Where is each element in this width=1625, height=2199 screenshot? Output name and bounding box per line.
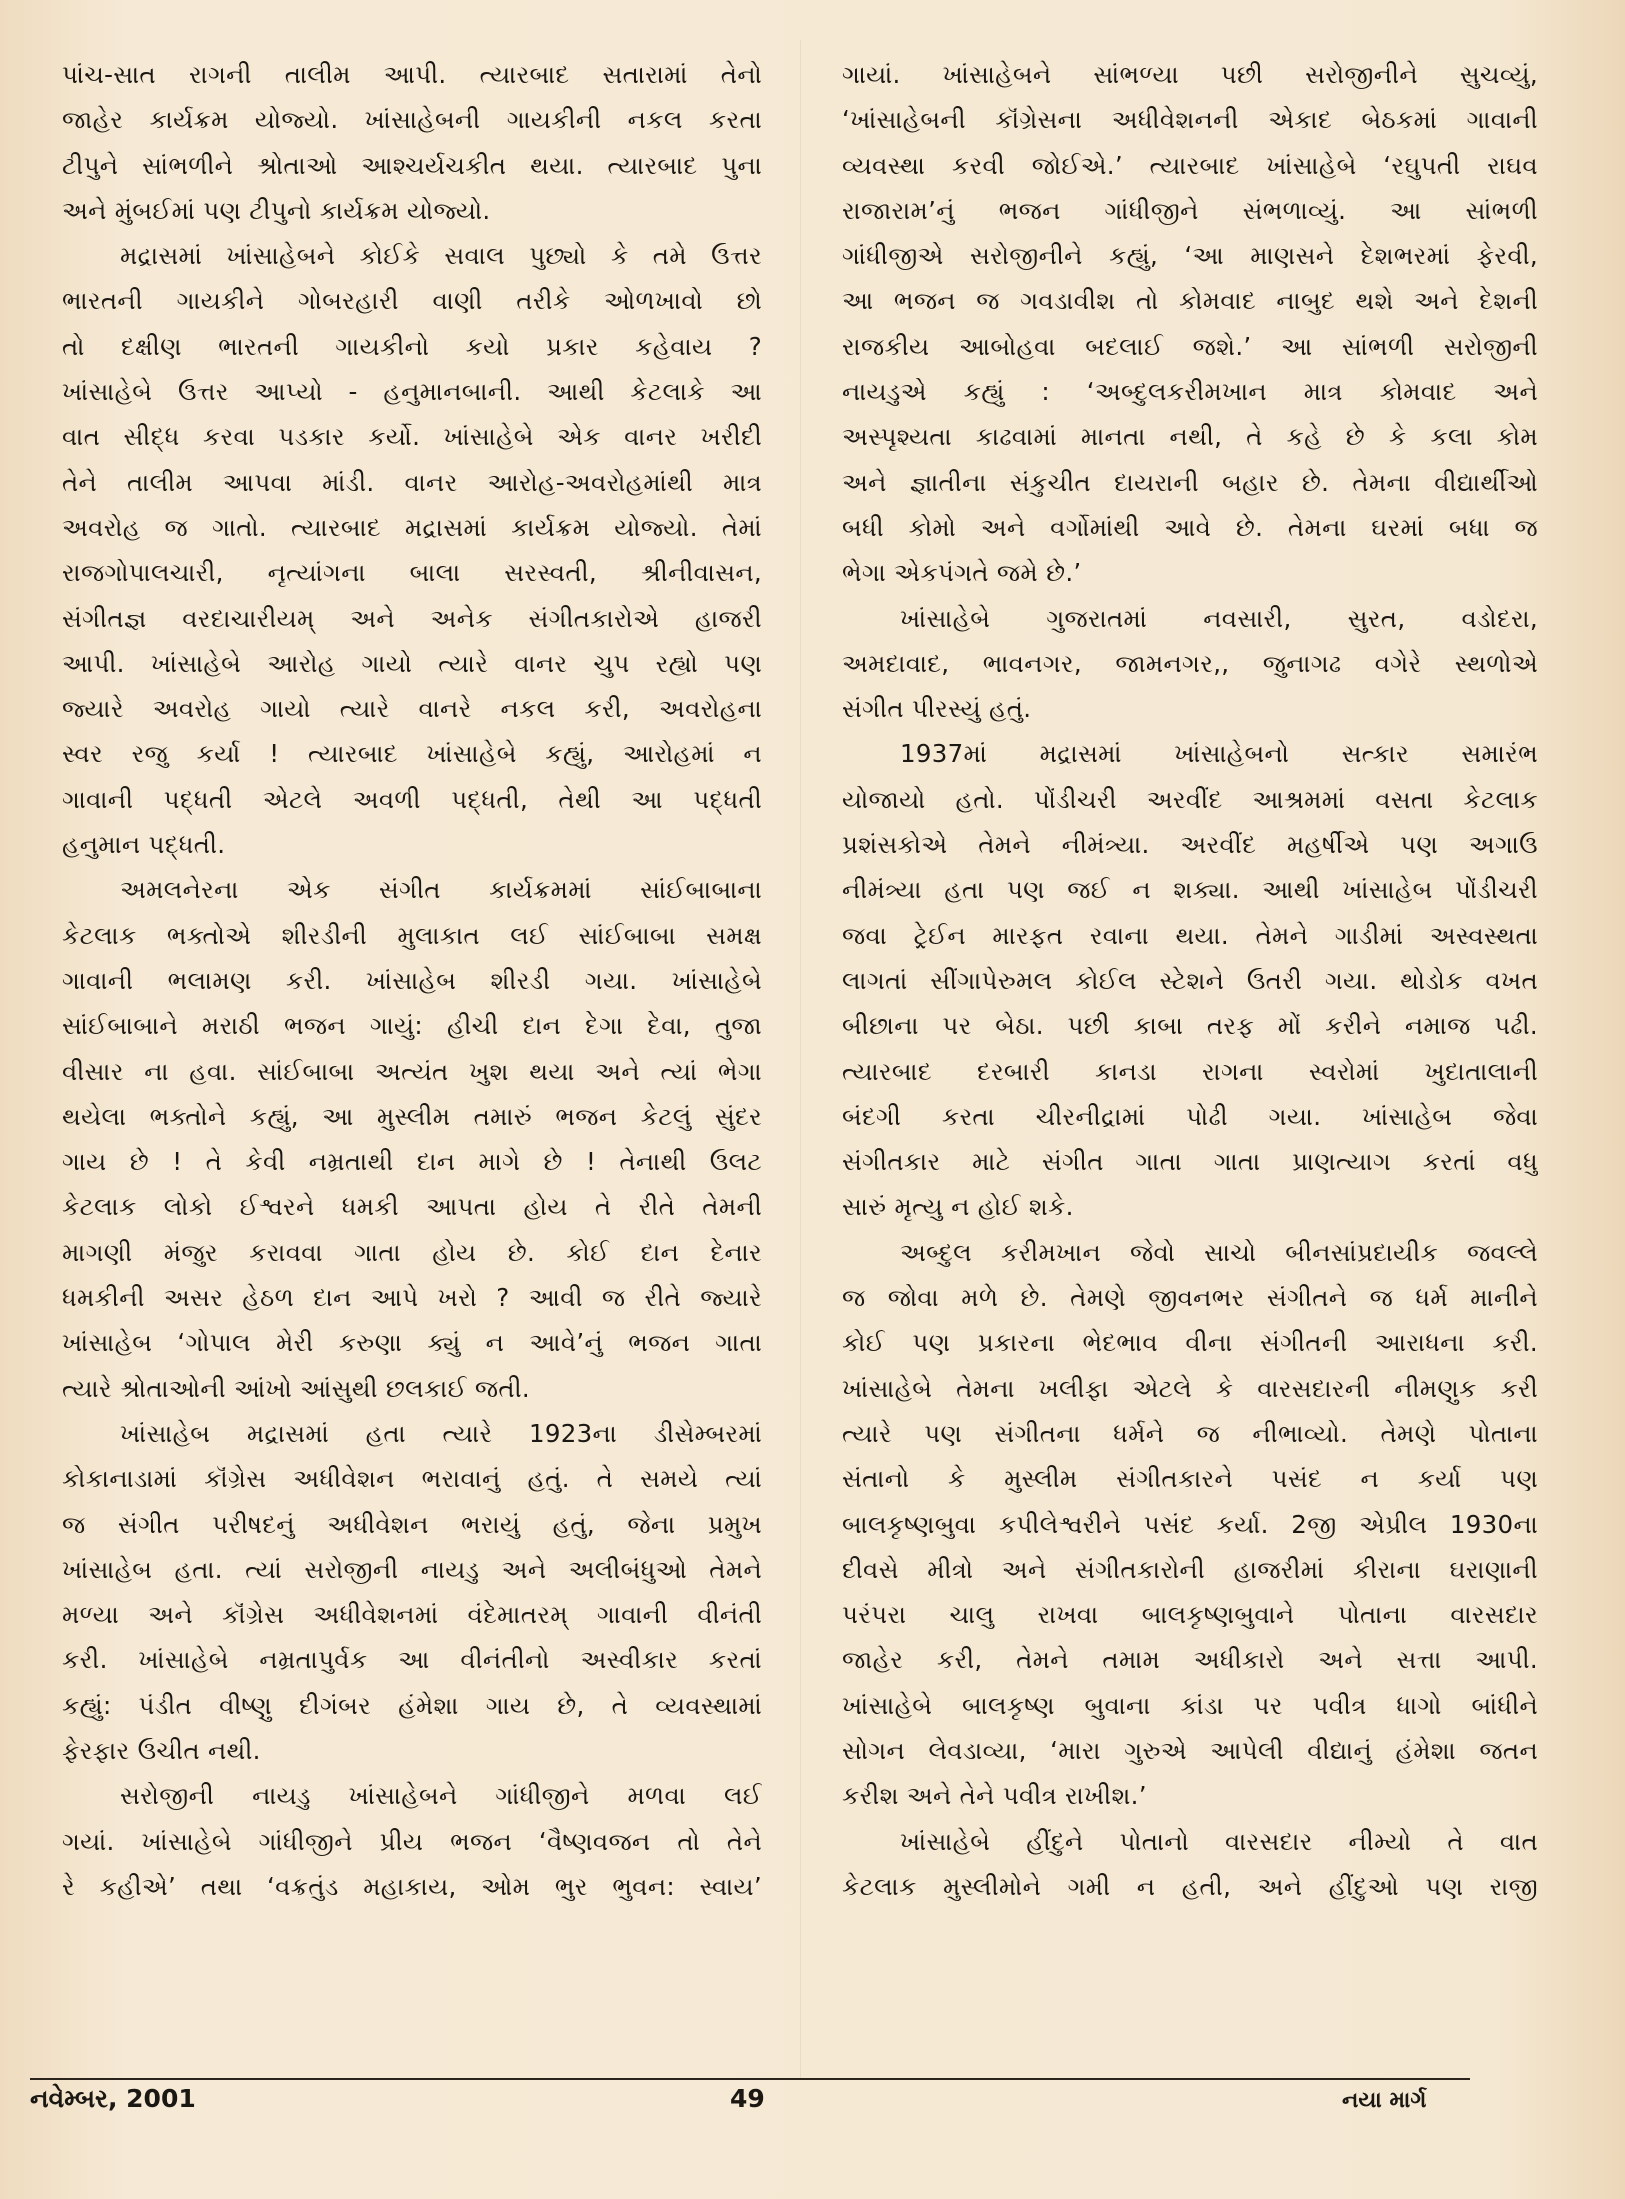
text-line: ટીપુને સાંભળીને શ્રોતાઓ આશ્ચર્યચકીત થયા. ત્યારબાદ પુના: [62, 150, 762, 180]
text-line: અમલનેરના એક સંગીત કાર્યક્રમમાં સાંઈબાબાના: [120, 875, 762, 905]
text-line: ત્યારે શ્રોતાઓની આંખો આંસુથી છલકાઈ જતી.: [62, 1373, 530, 1403]
text-line: કોકાનાડામાં કૉંગ્રેસ અધીવેશન ભરાવાનું હતું. તે સમયે ત્યાં: [62, 1464, 762, 1494]
text-line: સ્વર રજુ કર્યા ! ત્યારબાદ ખાંસાહેબે કહ્યું, આરોહમાં ન: [62, 739, 762, 769]
text-line: ધમકીની અસર હેઠળ દાન આપે ખરો ? આવી જ રીતે જ્યારે: [62, 1283, 762, 1313]
text-line: કરી. ખાંસાહેબે નમ્રતાપુર્વક આ વીનંતીનો અસ્વીકાર કરતાં: [62, 1645, 762, 1675]
text-line: તો દક્ષીણ ભારતની ગાયકીનો કયો પ્રકાર કહેવાય ?: [62, 331, 762, 361]
text-line: દીવસે મીત્રો અને સંગીતકારોની હાજરીમાં કીરાના ઘરાણાની: [842, 1554, 1538, 1584]
text-line: રાજગોપાલચારી, નૃત્યાંગના બાલા સરસ્વતી, શ્રીનીવાસન,: [62, 558, 762, 588]
text-line: ભેગા એકપંગતે જમે છે.’: [842, 558, 1082, 588]
text-line: ‘ખાંસાહેબની કૉંગ્રેસના અધીવેશનની એકાદ બેઠકમાં ગાવાની: [842, 105, 1538, 135]
text-line: ખાંસાહેબે હીંદુને પોતાનો વારસદાર નીમ્યો તે વાત: [900, 1826, 1538, 1856]
text-line: બીછાના પર બેઠા. પછી કાબા તરફ મોં કરીને નમાજ પઢી.: [842, 1011, 1538, 1041]
text-line: સારું મૃત્યુ ન હોઈ શકે.: [842, 1192, 1074, 1222]
text-line: ગાંધીજીએ સરોજીનીને કહ્યું, ‘આ માણસને દેશભરમાં ફેરવી,: [842, 241, 1538, 271]
text-line: ત્યારબાદ દરબારી કાનડા રાગના સ્વરોમાં ખુદાતાલાની: [842, 1056, 1538, 1086]
text-line: ખાંસાહેબે તેમના ખલીફા એટલે કે વારસદારની નીમણુક કરી: [842, 1373, 1538, 1403]
text-line: પાંચ-સાત રાગની તાલીમ આપી. ત્યારબાદ સતારામાં તેનો: [62, 60, 762, 89]
text-line: જાહેર કરી, તેમને તમામ અધીકારો અને સત્તા આપી.: [842, 1645, 1538, 1675]
right-column: [842, 52, 1538, 1909]
text-line: કોઈ પણ પ્રકારના ભેદભાવ વીના સંગીતની આરાધના કરી.: [842, 1328, 1538, 1358]
text-line: કેટલાક ભક્તોએ શીરડીની મુલાકાત લઈ સાંઈબાબા સમક્ષ: [62, 920, 762, 950]
text-line: સંગીતકાર માટે સંગીત ગાતા ગાતા પ્રાણત્યાગ કરતાં વધુ: [842, 1147, 1538, 1177]
footer-rule: [30, 2078, 1470, 2080]
text-line: કેટલાક મુસ્લીમોને ગમી ન હતી, અને હીંદુઓ પણ રાજી: [842, 1871, 1538, 1901]
text-line: કેટલાક લોકો ઈશ્વરને ધમકી આપતા હોય તે રીતે તેમની: [62, 1192, 762, 1222]
text-line: ભારતની ગાયકીને ગોબરહારી વાણી તરીકે ઓળખાવો છો: [62, 286, 762, 316]
text-line: ખાંસાહેબ ‘ગોપાલ મેરી કરુણા ક્યું ન આવે’નું ભજન ગાતા: [62, 1328, 762, 1358]
text-line: પ્રશંસકોએ તેમને નીમંત્ર્યા. અરવીંદ મહર્ષીએ પણ અગાઉ: [842, 830, 1538, 860]
text-line: ખાંસાહેબે ઉત્તર આપ્યો - હનુમાનબાની. આથી કેટલાકે આ: [62, 377, 762, 407]
text-line: બધી કોમો અને વર્ગોમાંથી આવે છે. તેમના ઘરમાં બધા જ: [842, 512, 1538, 542]
text-line: ફેરફાર ઉચીત નથી.: [62, 1735, 261, 1765]
text-line: ખાંસાહેબ હતા. ત્યાં સરોજીની નાયડુ અને અલીબંધુઓ તેમને: [62, 1554, 762, 1584]
text-line: આપી. ખાંસાહેબે આરોહ ગાયો ત્યારે વાનર ચુપ રહ્યો પણ: [62, 648, 762, 678]
text-line: મળ્યા અને કૉંગ્રેસ અધીવેશનમાં વંદેમાતરમ્ ગાવાની વીનંતી: [62, 1600, 762, 1630]
text-line: હનુમાન પદ્ધતી.: [62, 830, 226, 860]
text-line: ખાંસાહેબે બાલકૃષ્ણ બુવાના કાંડા પર પવીત્ર ધાગો બાંધીને: [842, 1690, 1538, 1720]
text-line: જાહેર કાર્યક્રમ યોજ્યો. ખાંસાહેબની ગાયકીની નકલ કરતા: [62, 105, 762, 135]
magazine-title: નયા માર્ગ: [1342, 2088, 1427, 2113]
text-line: વ્યવસ્થા કરવી જોઈએ.’ ત્યારબાદ ખાંસાહેબે ‘રઘુપતી રાઘવ: [842, 150, 1538, 180]
text-line: આ ભજન જ ગવડાવીશ તો કોમવાદ નાબુદ થશે અને દેશની: [842, 286, 1538, 316]
text-line: ગાયાં. ખાંસાહેબને સાંભળ્યા પછી સરોજીનીને સુચવ્યું,: [842, 60, 1538, 89]
text-line: રાજારામ’નું ભજન ગાંધીજીને સંભળાવ્યું. આ સાંભળી: [842, 195, 1538, 225]
text-line: સોગન લેવડાવ્યા, ‘મારા ગુરુએ આપેલી વીદ્યાનું હંમેશા જતન: [842, 1735, 1538, 1765]
text-line: અને જ્ઞાતીના સંકુચીત દાયરાની બહાર છે. તેમના વીદ્યાર્થીઓ: [842, 467, 1538, 497]
column-gutter: [800, 40, 801, 2080]
text-line: ગયાં. ખાંસાહેબે ગાંધીજીને પ્રીય ભજન ‘વૈષ્ણવજન તો તેને: [62, 1826, 762, 1856]
text-line: સંતાનો કે મુસ્લીમ સંગીતકારને પસંદ ન કર્યા પણ: [842, 1464, 1538, 1494]
text-line: જ્યારે અવરોહ ગાયો ત્યારે વાનરે નકલ કરી, અવરોહના: [62, 694, 762, 724]
text-line: રાજકીય આબોહવા બદલાઈ જશે.’ આ સાંભળી સરોજીની: [842, 331, 1538, 361]
page-number: 49: [730, 2084, 765, 2113]
text-line: બંદગી કરતા ચીરનીદ્રામાં પોઢી ગયા. ખાંસાહેબ જેવા: [842, 1101, 1538, 1131]
footer-date: નવેમ્બર, 2001: [30, 2084, 196, 2113]
text-line: ગાય છે ! તે કેવી નમ્રતાથી દાન માગે છે ! તેનાથી ઉલટ: [62, 1147, 762, 1177]
text-line: સંગીત પીરસ્યું હતું.: [842, 694, 1032, 724]
text-line: અમદાવાદ, ભાવનગર, જામનગર,, જુનાગઢ વગેરે સ્થળોએ: [842, 648, 1538, 678]
text-line: માગણી મંજુર કરાવવા ગાતા હોય છે. કોઈ દાન દેનાર: [62, 1237, 762, 1267]
text-line: નાયડુએ કહ્યું : ‘અબ્દુલકરીમખાન માત્ર કોમવાદ અને: [842, 377, 1538, 407]
text-line: સંગીતજ્ઞ વરદાચારીયમ્ અને અનેક સંગીતકારોએ હાજરી: [62, 603, 762, 633]
left-column: [62, 52, 762, 1909]
text-line: અવરોહ જ ગાતો. ત્યારબાદ મદ્રાસમાં કાર્યક્રમ યોજ્યો. તેમાં: [62, 512, 762, 542]
text-line: યોજાયો હતો. પોંડીચરી અરવીંદ આશ્રમમાં વસતા કેટલાક: [842, 784, 1538, 814]
text-line: નીમંત્ર્યા હતા પણ જઈ ન શક્યા. આથી ખાંસાહેબ પોંડીચરી: [842, 875, 1538, 905]
text-line: વાત સીદ્ધ કરવા પડકાર કર્યો. ખાંસાહેબે એક વાનર ખરીદી: [62, 422, 762, 452]
text-line: જ જોવા મળે છે. તેમણે જીવનભર સંગીતને જ ધર્મ માનીને: [842, 1283, 1538, 1313]
text-line: અસ્પૃશ્યતા કાઢવામાં માનતા નથી, તે કહે છે કે કલા કોમ: [842, 422, 1538, 452]
text-line: ગાવાની ભલામણ કરી. ખાંસાહેબ શીરડી ગયા. ખાંસાહેબે: [62, 965, 762, 995]
text-line: ત્યારે પણ સંગીતના ધર્મને જ નીભાવ્યો. તેમણે પોતાના: [842, 1418, 1538, 1448]
text-line: કહ્યું: પંડીત વીષ્ણુ દીગંબર હંમેશા ગાય છે, તે વ્યવસ્થામાં: [62, 1690, 762, 1720]
text-line: તેને તાલીમ આપવા માંડી. વાનર આરોહ-અવરોહમાંથી માત્ર: [62, 467, 762, 497]
text-line: કરીશ અને તેને પવીત્ર રાખીશ.’: [842, 1781, 1147, 1811]
text-line: બાલકૃષ્ણબુવા કપીલેશ્વરીને પસંદ કર્યા. 2જી એપ્રીલ 1930ના: [842, 1509, 1538, 1539]
text-line: ખાંસાહેબે ગુજરાતમાં નવસારી, સુરત, વડોદરા,: [900, 603, 1538, 633]
text-line: જ સંગીત પરીષદનું અધીવેશન ભરાયું હતું, જેના પ્રમુખ: [62, 1509, 762, 1539]
text-line: સરોજીની નાયડુ ખાંસાહેબને ગાંધીજીને મળવા લઈ: [120, 1781, 762, 1811]
text-line: ગાવાની પદ્ધતી એટલે અવળી પદ્ધતી, તેથી આ પદ્ધતી: [62, 784, 762, 814]
text-line: સાંઈબાબાને મરાઠી ભજન ગાયું: હીચી દાન દેગા દેવા, તુજા: [62, 1011, 762, 1041]
text-line: જવા ટ્રેઈન મારફત રવાના થયા. તેમને ગાડીમાં અસ્વસ્થતા: [842, 920, 1538, 950]
text-line: પરંપરા ચાલુ રાખવા બાલકૃષ્ણબુવાને પોતાના વારસદાર: [842, 1600, 1538, 1630]
text-line: મદ્રાસમાં ખાંસાહેબને કોઈકે સવાલ પુછ્યો કે તમે ઉત્તર: [120, 241, 762, 271]
text-line: અબ્દુલ કરીમખાન જેવો સાચો બીનસાંપ્રદાયીક જવલ્લે: [900, 1237, 1538, 1267]
text-line: થયેલા ભક્તોને કહ્યું, આ મુસ્લીમ તમારું ભજન કેટલું સુંદર: [62, 1101, 762, 1131]
text-line: 1937માં મદ્રાસમાં ખાંસાહેબનો સત્કાર સમારંભ: [900, 739, 1538, 769]
text-line: અને મુંબઈમાં પણ ટીપુનો કાર્યક્રમ યોજ્યો.: [62, 195, 491, 225]
text-line: વીસાર ના હવા. સાંઈબાબા અત્યંત ખુશ થયા અને ત્યાં ભેગા: [62, 1056, 762, 1086]
text-line: લાગતાં સીંગાપેરુમલ કોઈલ સ્ટેશને ઉતરી ગયા. થોડોક વખત: [842, 965, 1538, 995]
text-line: ખાંસાહેબ મદ્રાસમાં હતા ત્યારે 1923ના ડીસેમ્બરમાં: [120, 1418, 762, 1448]
text-line: રે કહીએ’ તથા ‘વક્રતુંડ મહાકાય, ઓમ ભુર ભુવન: સ્વાય’: [62, 1871, 762, 1901]
